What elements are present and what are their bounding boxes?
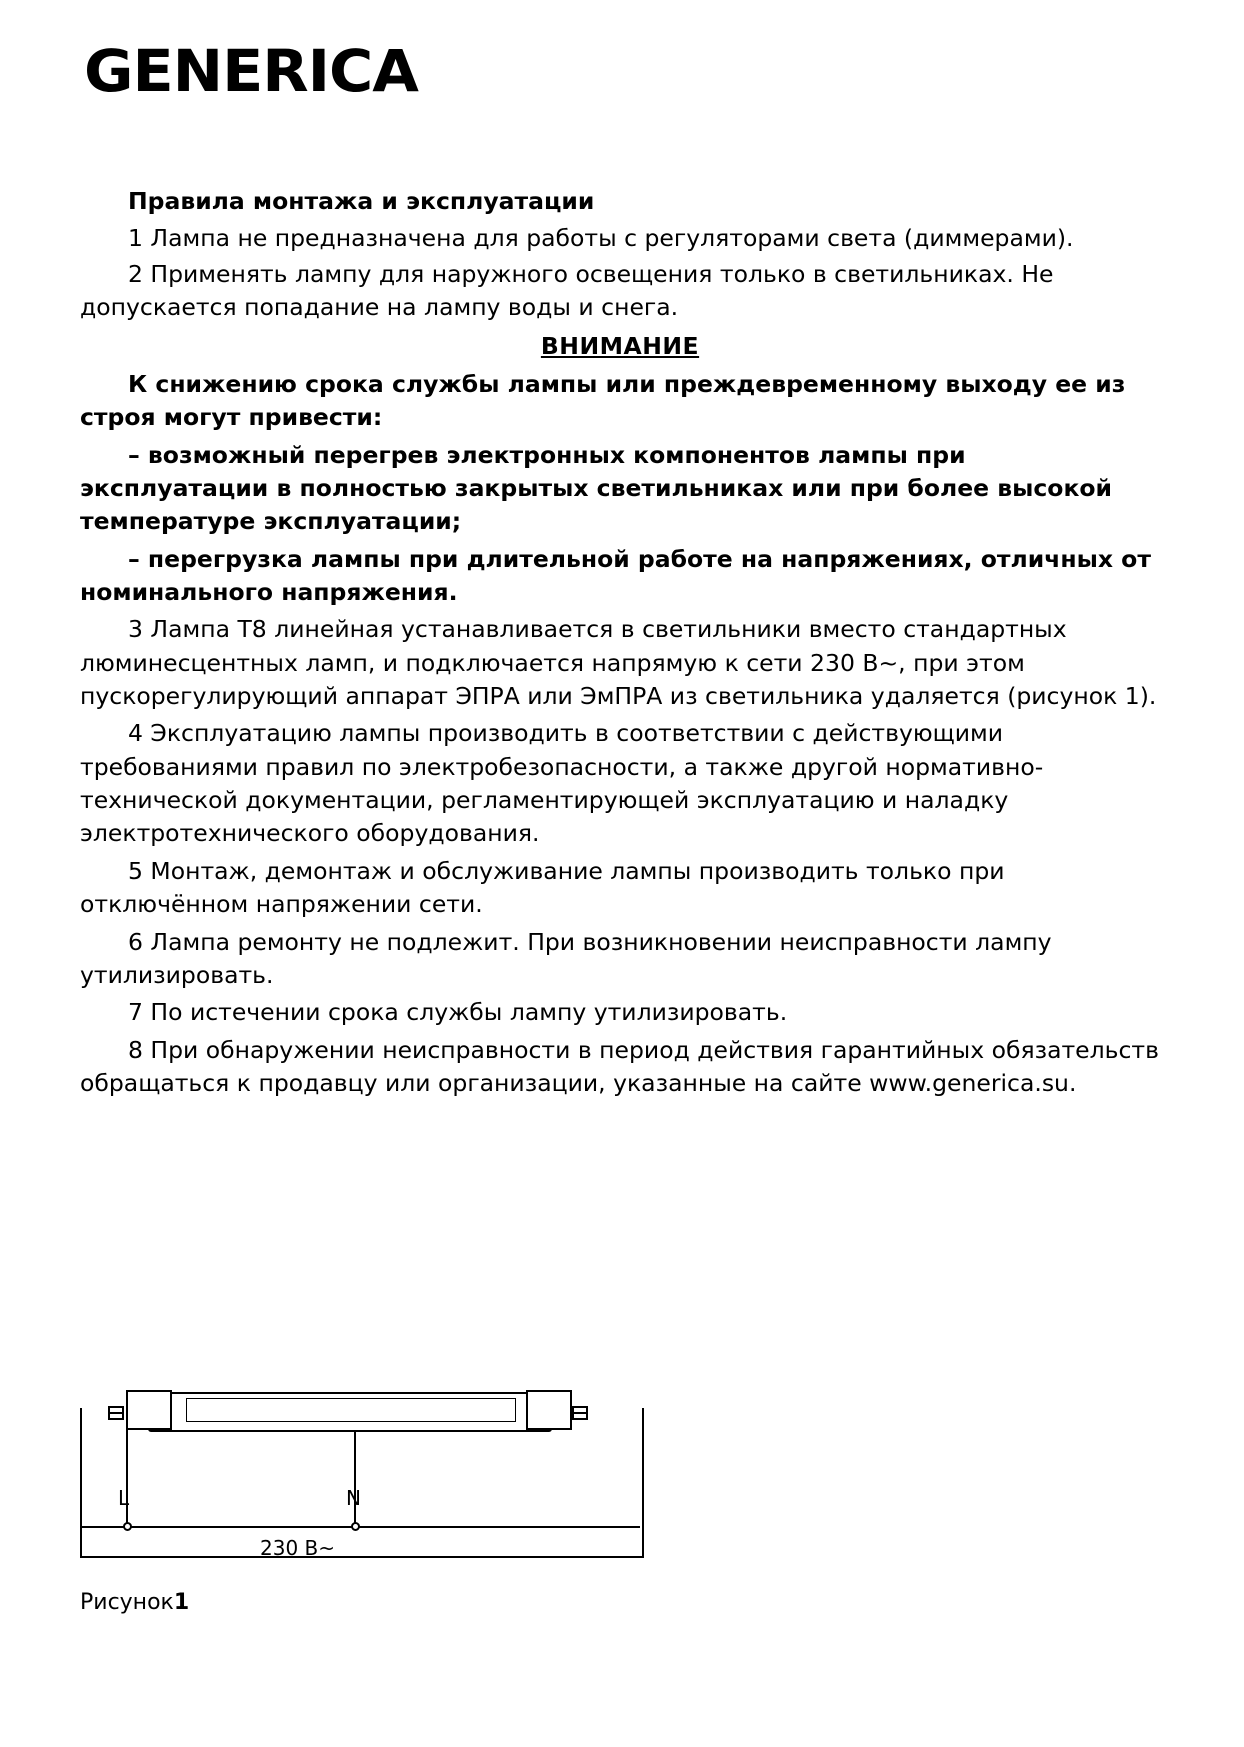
attention-heading: ВНИМАНИЕ (540, 332, 700, 361)
led-tube-illustration (108, 1390, 588, 1430)
label-live: L (118, 1486, 130, 1510)
tube-pin-right-bottom (572, 1412, 588, 1420)
terminal-node-neutral (351, 1522, 360, 1531)
terminal-node-live (123, 1522, 132, 1531)
tube-pin-left-bottom (108, 1412, 124, 1420)
rule-item-8: 8 При обнаружении неисправности в период действия гарантийных обязательств обращаться к продавцу или организации, указанные на сайте www.generica.su. (80, 1035, 1159, 1097)
warning-bullet-2: – перегрузка лампы при длительной работе на напряжениях, отличных от номинального напряжения. (80, 544, 1151, 606)
label-neutral: N (346, 1486, 361, 1510)
figure-caption (80, 1590, 189, 1615)
label-voltage: 230 В~ (260, 1536, 336, 1560)
wiring-diagram-figure (80, 1408, 720, 1615)
warning-bullet-1: – возможный перегрев электронных компонентов лампы при эксплуатации в полностью закрытых светильниках или при более высокой температуре эксплуатации; (80, 440, 1113, 536)
tube-cap-left (126, 1390, 172, 1430)
figure-caption-number: 1 (173, 1590, 190, 1615)
figure-caption-text: Рисунок (80, 1590, 174, 1615)
wire-line-live (126, 1430, 128, 1526)
rule-item-4: 4 Эксплуатацию лампы производить в соответствии с действующими требованиями правил по электробезопасности, а также другой нормативно-технической документации, регламентирующей эксплуатацию и наладку электротехнического оборудования. (80, 719, 1044, 848)
tube-inner-line (186, 1398, 516, 1422)
brand-logo: GENERICA (84, 37, 418, 105)
wire-line-neutral (354, 1430, 356, 1526)
warning-intro: К снижению срока службы лампы или преждевременному выходу ее из строя могут привести: (80, 369, 1126, 432)
rule-item-3: 3 Лампа Т8 линейная устанавливается в светильники вместо стандартных люминесцентных ламп, и подключается напрямую к сети 230 В~, при этом пускорегулирующий аппарат ЭПРА или ЭмПРА из светильника удаляется (рисунок 1). (80, 615, 1157, 711)
section-heading: Правила монтажа и эксплуатации (128, 187, 595, 215)
wire-line-bottom (80, 1526, 640, 1528)
rule-item-1: 1 Лампа не предназначена для работы с регуляторами света (диммерами). (128, 224, 1074, 253)
rule-item-2: 2 Применять лампу для наружного освещения только в светильниках. Не допускается попадание на лампу воды и снега. (80, 259, 1054, 322)
rule-item-7: 7 По истечении срока службы лампу утилизировать. (128, 998, 788, 1027)
tube-cap-right (526, 1390, 572, 1430)
rule-item-5: 5 Монтаж, демонтаж и обслуживание лампы производить только при отключённом напряжении сети. (80, 856, 1005, 919)
rule-item-6: 6 Лампа ремонту не подлежит. При возникновении неисправности лампу утилизировать. (80, 927, 1052, 989)
document-body (80, 185, 1160, 1102)
